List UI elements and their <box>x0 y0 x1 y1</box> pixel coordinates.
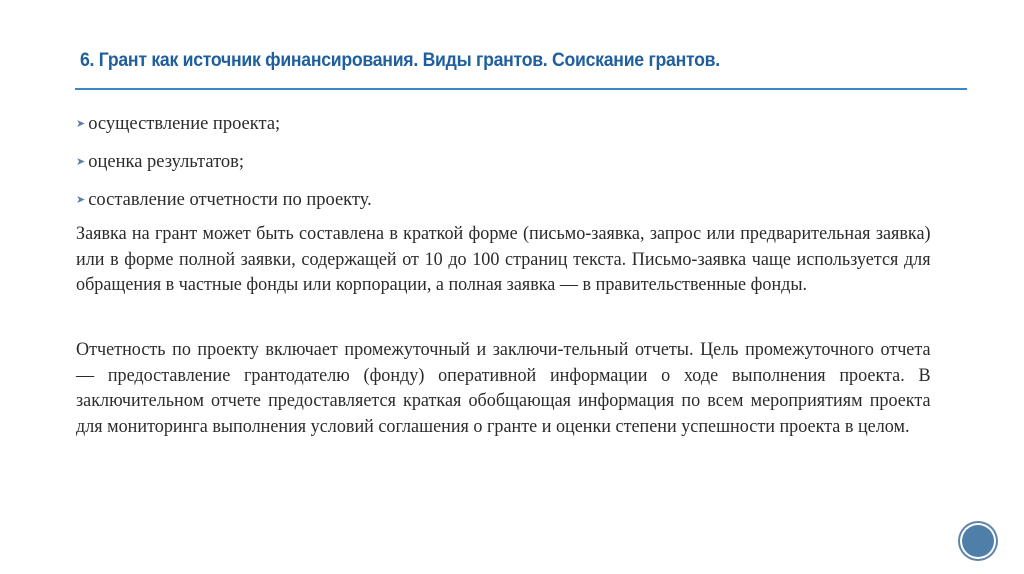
bullet-item <box>76 105 372 143</box>
bullet-label: осуществление проекта; <box>88 114 281 134</box>
slide-title: 6. Грант как источник финансирования. Виды грантов. Соискание грантов. <box>80 50 720 71</box>
arrow-bullet-icon: ➤ <box>76 194 86 206</box>
paragraph-reporting: Отчетность по проекту включает промежуточный и заключи-тельный отчеты. Цель промежуточного отчета — предоставление грантодателю (фонду) оперативной информации о ходе выполнения проекта. В заключительном отчете предоставляется краткая обобщающая информация по всем мероприятиям проекта для мониторинга выполнения условий соглашения о гранте и оценки степени успешности проекта в целом. <box>76 340 931 437</box>
title-divider <box>75 88 967 90</box>
arrow-bullet-icon: ➤ <box>76 118 86 130</box>
slide-badge-icon <box>962 525 994 557</box>
bullet-label: составление отчетности по проекту. <box>88 190 372 210</box>
bullet-item <box>76 181 372 219</box>
arrow-bullet-icon: ➤ <box>76 156 86 168</box>
paragraph-application: Заявка на грант может быть составлена в краткой форме (письмо-заявка, запрос или предварительная заявка) или в форме полной заявки, содержащей от 10 до 100 страниц текста. Письмо-заявка чаще используется для обращения в частные фонды или корпорации, а полная заявка — в правительственные фонды. <box>76 224 931 295</box>
bullet-list <box>76 105 372 219</box>
bullet-item <box>76 143 372 181</box>
bullet-label: оценка результатов; <box>88 152 245 172</box>
